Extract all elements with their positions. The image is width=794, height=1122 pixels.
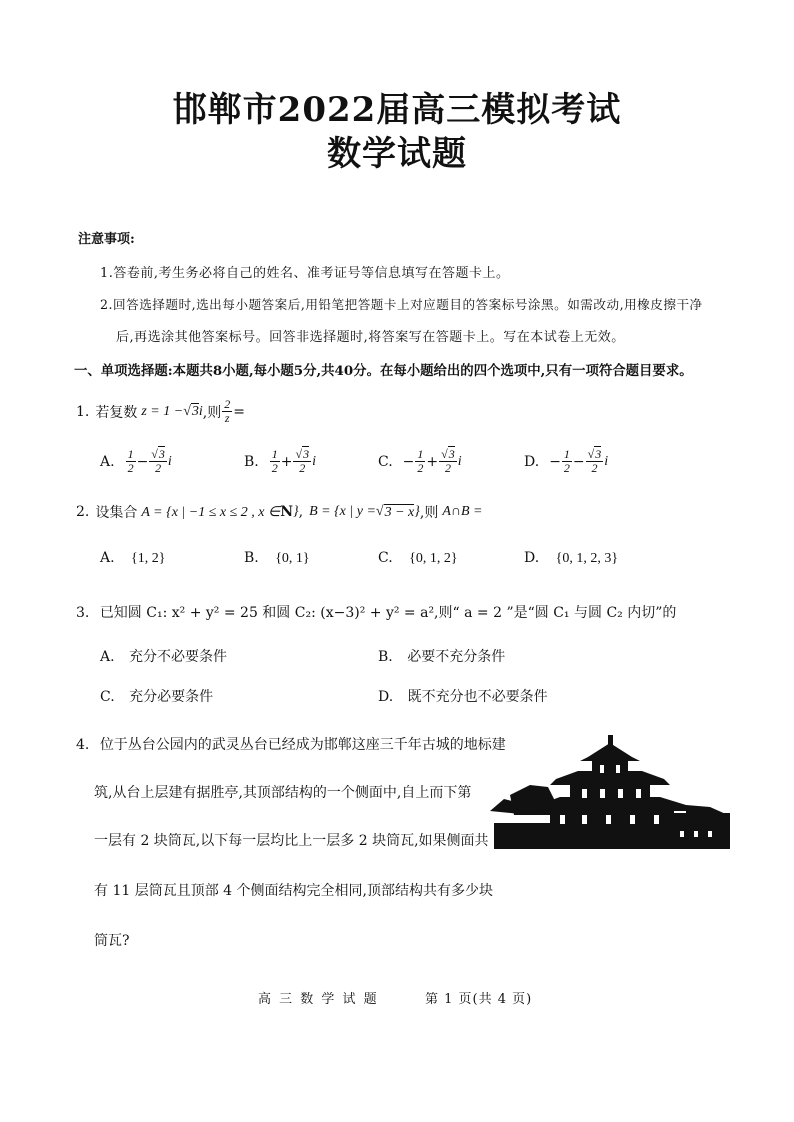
imag-unit: i bbox=[604, 453, 609, 469]
fraction-numerator: 1 bbox=[127, 447, 134, 461]
sqrt-radicand: 3 bbox=[448, 447, 455, 461]
question-stem: 已知圆 C₁: x² + y² = 25 和圆 C₂: (x−3)² + y² = a²,则“ a = 2 ”是“圆 C₁ 与圆 C₂ 内切”的 bbox=[99, 605, 677, 621]
q3-option-d[interactable] bbox=[378, 686, 548, 706]
fraction-half bbox=[270, 448, 280, 475]
q1-option-a[interactable] bbox=[100, 448, 172, 475]
fraction-root3-half bbox=[439, 448, 457, 475]
sqrt-radicand: 3 bbox=[595, 447, 602, 461]
sqrt-radicand: 3 − x bbox=[384, 504, 415, 520]
question-number: 3. bbox=[76, 605, 90, 621]
comma: , bbox=[298, 504, 304, 520]
option-text: {0, 1} bbox=[275, 551, 310, 566]
fraction-denominator: z bbox=[224, 411, 230, 425]
sqrt-radicand: 3 bbox=[303, 447, 310, 461]
fraction-numerator: 1 bbox=[271, 447, 278, 461]
notice-heading: 注意事项: bbox=[78, 232, 135, 247]
fraction-denominator: 2 bbox=[155, 461, 162, 475]
imag-unit: i bbox=[198, 403, 203, 419]
question-2 bbox=[76, 502, 483, 522]
question-stem-line-2: 筑,从台上层建有据胜亭,其顶部结构的一个侧面中,自上而下第 bbox=[94, 785, 472, 801]
option-label: C. bbox=[100, 689, 115, 705]
option-operator: − bbox=[136, 453, 149, 470]
natural-numbers-symbol: N bbox=[280, 504, 294, 520]
question-stem: 设集合 bbox=[95, 505, 138, 521]
fraction-numerator: 1 bbox=[563, 447, 570, 461]
fraction-numerator: √3 bbox=[587, 447, 602, 461]
sqrt-radicand: 3 bbox=[191, 404, 199, 419]
option-text: 充分必要条件 bbox=[129, 689, 214, 705]
question-3 bbox=[76, 602, 676, 622]
footer-subject: 高 三 数 学 试 题 bbox=[258, 992, 379, 1007]
q2-option-d[interactable] bbox=[524, 550, 618, 567]
pavilion-silhouette-image bbox=[490, 735, 735, 860]
option-label: D. bbox=[524, 550, 540, 566]
q3-option-b[interactable] bbox=[378, 646, 505, 666]
q2-option-c[interactable] bbox=[378, 550, 458, 567]
set-a-close: } bbox=[293, 504, 299, 519]
exam-title: 邯郸市2022届高三模拟考试 bbox=[172, 90, 622, 130]
option-label: A. bbox=[100, 453, 115, 470]
imag-unit: i bbox=[312, 453, 316, 469]
option-operator: − bbox=[572, 453, 585, 470]
fraction-half bbox=[562, 448, 572, 475]
fraction-numerator: √3 bbox=[441, 447, 455, 461]
fraction-denominator: 2 bbox=[127, 461, 134, 475]
question-number: 2. bbox=[76, 504, 90, 520]
notice-item-2-cont: 后,再选涂其他答案标号。回答非选择题时,将答案写在答题卡上。写在本试卷上无效。 bbox=[116, 330, 625, 345]
stem-mid: ,则 bbox=[202, 404, 222, 421]
sqrt-radicand: 3 bbox=[158, 447, 165, 461]
stem-mid: ,则 bbox=[419, 505, 439, 521]
option-label: D. bbox=[378, 689, 394, 705]
question-number: 4. bbox=[76, 737, 90, 753]
q2-option-a[interactable] bbox=[100, 550, 165, 567]
set-a-formula: A = {x | −1 ≤ x ≤ 2 , x ∈ bbox=[141, 504, 281, 520]
fraction-numerator: √3 bbox=[151, 447, 165, 461]
fraction-half bbox=[126, 448, 136, 475]
question-number: 1. bbox=[76, 403, 90, 420]
option-sign: − bbox=[549, 453, 561, 470]
equals-sign: = bbox=[233, 403, 245, 420]
q3-option-a[interactable] bbox=[100, 646, 227, 666]
option-text: {0, 1, 2, 3} bbox=[555, 551, 619, 566]
fraction-denominator: 2 bbox=[299, 461, 306, 475]
notice-item-1: 1.答卷前,考生务必将自己的姓名、准考证号等信息填写在答题卡上。 bbox=[100, 266, 510, 281]
question-stem-line-5: 筒瓦? bbox=[94, 933, 130, 949]
option-operator: + bbox=[280, 453, 293, 470]
section-heading: 一、单项选择题:本题共8小题,每小题5分,共40分。在每小题给出的四个选项中,只有一项符合题目要求。 bbox=[74, 363, 693, 379]
intersection-formula: A∩B = bbox=[442, 504, 483, 519]
option-label: B. bbox=[244, 453, 259, 470]
option-label: A. bbox=[100, 550, 115, 566]
fraction-root3-half bbox=[293, 448, 311, 475]
question-stem-line-1: 位于丛台公园内的武灵丛台已经成为邯郸这座三千年古城的地标建 bbox=[99, 737, 506, 753]
option-text: 既不充分也不必要条件 bbox=[407, 689, 548, 705]
fraction-numerator: √3 bbox=[295, 447, 310, 461]
question-stem: 若复数 bbox=[95, 404, 138, 421]
fraction-denominator: 2 bbox=[417, 461, 424, 475]
q1-option-c[interactable] bbox=[378, 448, 462, 475]
option-label: B. bbox=[244, 550, 259, 566]
fraction-denominator: 2 bbox=[271, 461, 278, 475]
sqrt-sign: √ bbox=[183, 403, 191, 419]
imag-unit: i bbox=[457, 453, 462, 469]
q1-option-b[interactable] bbox=[244, 448, 316, 475]
fraction-denominator: 2 bbox=[444, 461, 451, 475]
option-label: D. bbox=[524, 453, 540, 470]
sqrt-sign: √ bbox=[375, 504, 384, 519]
option-operator: + bbox=[426, 453, 439, 470]
fraction-root3-half bbox=[586, 448, 604, 475]
question-4 bbox=[76, 734, 506, 754]
notice-item-2: 2.回答选择题时,选出每小题答案后,用铅笔把答题卡上对应题目的答案标号涂黑。如需改动,用橡皮擦干净 bbox=[100, 297, 703, 312]
set-b-close: } bbox=[414, 504, 420, 519]
fraction-2-over-z bbox=[222, 398, 232, 425]
option-text: 充分不必要条件 bbox=[129, 649, 228, 665]
fraction-root3-half bbox=[149, 448, 167, 475]
question-stem-line-4: 有 11 层筒瓦且顶部 4 个侧面结构完全相同,顶部结构共有多少块 bbox=[94, 883, 493, 899]
option-text: {0, 1, 2} bbox=[409, 551, 458, 566]
fraction-numerator: 2 bbox=[224, 397, 231, 411]
option-text: {1, 2} bbox=[131, 551, 166, 566]
q1-option-d[interactable] bbox=[524, 448, 608, 475]
option-label: C. bbox=[378, 550, 393, 566]
exam-subtitle: 数学试题 bbox=[327, 134, 467, 174]
q2-option-b[interactable] bbox=[244, 550, 310, 567]
option-sign: − bbox=[402, 453, 415, 470]
q3-option-c[interactable] bbox=[100, 686, 213, 706]
fraction-numerator: 1 bbox=[417, 447, 424, 461]
imag-unit: i bbox=[167, 453, 172, 469]
option-text: 必要不充分条件 bbox=[407, 649, 506, 665]
footer-page-number: 第 1 页(共 4 页) bbox=[425, 992, 533, 1007]
option-label: C. bbox=[378, 453, 393, 470]
fraction-denominator: 2 bbox=[563, 461, 570, 475]
formula-z: z = 1 − bbox=[141, 403, 184, 419]
fraction-denominator: 2 bbox=[591, 461, 598, 475]
question-stem-line-3: 一层有 2 块筒瓦,以下每一层均比上一层多 2 块筒瓦,如果侧面共 bbox=[94, 833, 489, 849]
option-label: B. bbox=[378, 649, 393, 665]
question-1 bbox=[76, 398, 245, 425]
set-b-formula: B = {x | y = bbox=[309, 504, 376, 519]
fraction-half bbox=[415, 448, 425, 475]
option-label: A. bbox=[100, 649, 115, 665]
